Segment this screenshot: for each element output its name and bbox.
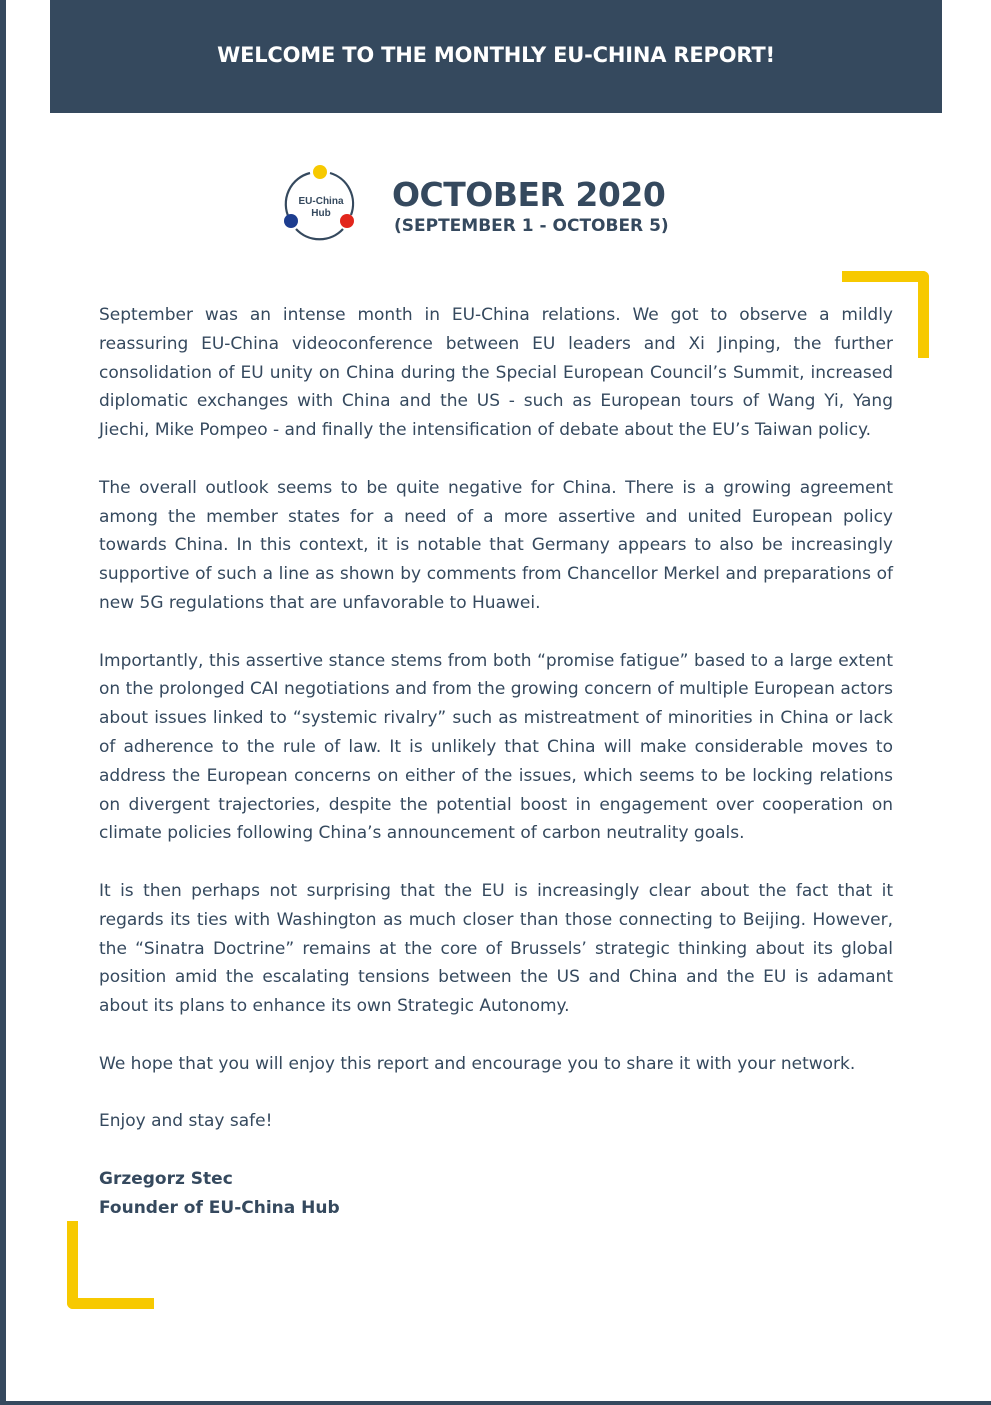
logo-ring-right-arc (330, 173, 353, 215)
body-paragraph: The overall outlook seems to be quite negative for China. There is a growing agreement among the member states for a need of a more assertive and united European policy towards China. In this context, it is notable that Germany appears to also be increasingly supportive of such a line as shown by comments from Chancellor Merkel and preparations of new 5G regulations that are unfavorable to Huawei. (99, 477, 893, 613)
logo-red-dot (340, 214, 354, 228)
header-title: WELCOME TO THE MONTHLY EU-CHINA REPORT! (217, 43, 775, 67)
logo-blue-dot (284, 214, 298, 228)
logo-graphic (280, 162, 360, 242)
logo-yellow-dot (313, 165, 327, 179)
body-paragraph: It is then perhaps not surprising that the EU is increasingly clear about the fact that it regards its ties with Washington as much closer than those connecting to Beijing. However, the “Sinatra Doctrine” remains at the core of Brussels’ strategic thinking about its global position amid the escalating tensions between the US and China and the EU is adamant about its plans to enhance its own Strategic Autonomy. (99, 880, 893, 1017)
report-date-range: (SEPTEMBER 1 - OCTOBER 5) (394, 216, 669, 236)
logo-ring-bottom-arc (296, 229, 343, 239)
report-month-title: OCTOBER 2020 (392, 175, 666, 214)
signature-name: Grzegorz Stec (99, 1168, 233, 1189)
signature-role: Founder of EU-China Hub (99, 1197, 340, 1218)
page-border-bottom (0, 1401, 991, 1405)
body-paragraph: We hope that you will enjoy this report and encourage you to share it with your network. (99, 1053, 856, 1074)
logo-text-line2: Hub (311, 208, 331, 219)
body-paragraph: Enjoy and stay safe! (99, 1111, 273, 1132)
decorative-corner-bracket-bottom-left (67, 1221, 154, 1309)
report-title-block (392, 175, 669, 237)
body-paragraph: Importantly, this assertive stance stems from both “promise fatigue” based to a large extent on the prolonged CAI negotiations and from the growing concern of multiple European actors about issues linked to “systemic rivalry” such as mistreatment of minorities in China or lack of adherence to the rule of law. It is unlikely that China will make considerable moves to address the European concerns on either of the issues, which seems to be locking relations on divergent trajectories, despite the potential boost in engagement over cooperation on climate policies following China’s announcement of carbon neutrality goals. (99, 650, 893, 844)
page-border-left (0, 0, 6, 1405)
logo-text-line1: EU-China (298, 196, 344, 207)
header-banner (50, 0, 942, 113)
eu-china-hub-logo (280, 162, 360, 242)
report-body (99, 301, 893, 1223)
body-paragraph: September was an intense month in EU-China relations. We got to observe a mildly reassuring EU-China videoconference between EU leaders and Xi Jinping, the further consolidation of EU unity on China during the Special European Council’s Summit, increased diplomatic exchanges with China and the US - such as European tours of Wang Yi, Yang Jiechi, Mike Pompeo - and finally the intensification of debate about the EU’s Taiwan policy. (99, 305, 893, 441)
